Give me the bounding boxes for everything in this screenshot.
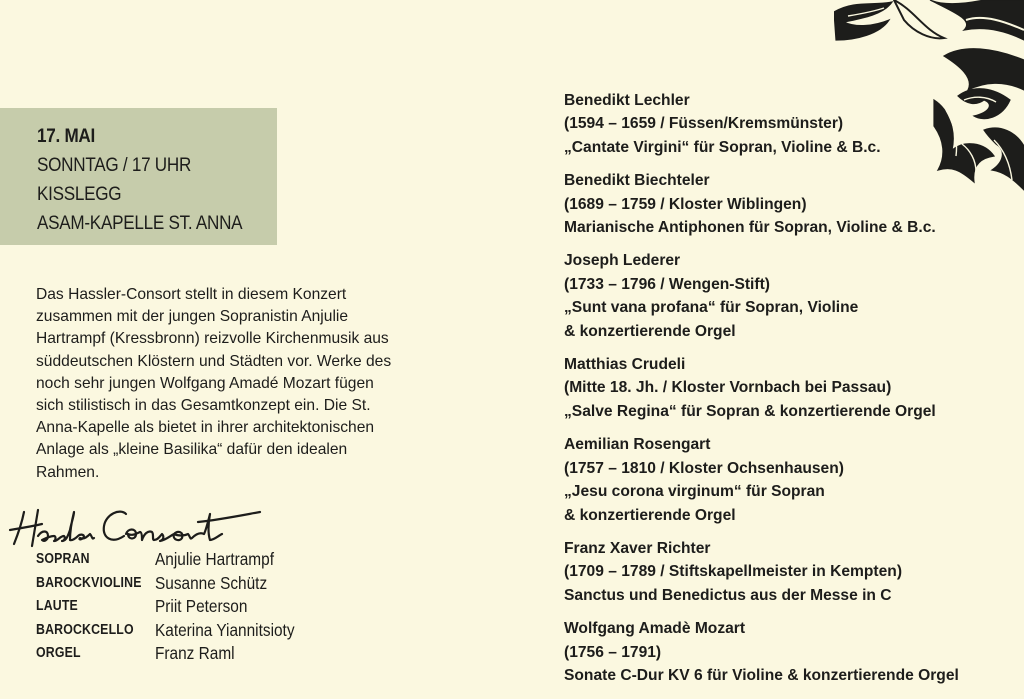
cast-role: LAUTE bbox=[36, 598, 78, 614]
composer-dates: (1709 – 1789 / Stiftskapellmeister in Kempten) bbox=[564, 563, 903, 581]
intro-line: noch sehr jungen Wolfgang Amadé Mozart fügen bbox=[36, 374, 374, 392]
work-title: „Sunt vana profana“ für Sopran, Violine bbox=[564, 299, 859, 317]
cast-name: Franz Raml bbox=[155, 643, 235, 663]
work-title: „Jesu corona virginum“ für Sopran bbox=[564, 483, 825, 501]
event-date: 17. MAI bbox=[37, 126, 95, 147]
composer-name: Matthias Crudeli bbox=[564, 356, 686, 374]
work-title-continued: & konzertierende Orgel bbox=[564, 506, 736, 524]
composer-dates: (1756 – 1791) bbox=[564, 643, 662, 661]
intro-line: zusammen mit der jungen Sopranistin Anjulie bbox=[36, 308, 349, 326]
event-day-time: SONNTAG / 17 UHR bbox=[37, 155, 192, 176]
cast-role: BAROCKVIOLINE bbox=[36, 574, 142, 591]
composer-dates: (1594 – 1659 / Füssen/Kremsmünster) bbox=[564, 115, 844, 133]
event-info-box bbox=[0, 108, 277, 245]
cast-name: Katerina Yiannitsioty bbox=[155, 619, 295, 640]
cast-role: ORGEL bbox=[36, 645, 81, 661]
work-title: Sonate C-Dur KV 6 für Violine & konzertierende Orgel bbox=[564, 666, 959, 684]
cast-name: Priit Peterson bbox=[155, 596, 248, 616]
intro-line: Anna-Kapelle als bietet in ihrer architektonischen bbox=[36, 419, 375, 437]
program-item bbox=[564, 89, 1004, 159]
composer-name: Joseph Lederer bbox=[564, 252, 681, 270]
intro-paragraph bbox=[36, 284, 436, 484]
cast-role: BAROCKCELLO bbox=[36, 621, 134, 638]
work-title: Marianische Antiphonen für Sopran, Violine & B.c. bbox=[564, 219, 936, 237]
program-item bbox=[564, 433, 1004, 527]
work-title: „Cantate Virgini“ für Sopran, Violine & B.c. bbox=[564, 138, 881, 156]
composer-dates: (1689 – 1759 / Kloster Wiblingen) bbox=[564, 195, 807, 213]
intro-line: süddeutschen Klöstern und Städten vor. Werke des bbox=[36, 352, 392, 370]
composer-name: Benedikt Biechteler bbox=[564, 172, 710, 190]
cast-name: Susanne Schütz bbox=[155, 572, 268, 593]
composer-dates: (1733 – 1796 / Wengen-Stift) bbox=[564, 275, 770, 293]
event-town: KISSLEGG bbox=[37, 184, 122, 205]
intro-line: Hartrampf (Kressbronn) reizvolle Kirchenmusik aus bbox=[36, 330, 389, 348]
work-title: Sanctus und Benedictus aus der Messe in C bbox=[564, 586, 892, 604]
program-item bbox=[564, 249, 1004, 343]
event-venue: ASAM-KAPELLE ST. ANNA bbox=[37, 213, 243, 234]
intro-line: Anlage als „kleine Basilika“ dafür den idealen bbox=[36, 441, 348, 459]
work-title: „Salve Regina“ für Sopran & konzertierende Orgel bbox=[564, 402, 936, 420]
hassler-consort-logo bbox=[8, 500, 264, 552]
cast-name: Anjulie Hartrampf bbox=[155, 549, 274, 569]
composer-name: Benedikt Lechler bbox=[564, 92, 690, 109]
intro-line: Rahmen. bbox=[36, 463, 100, 481]
work-title-continued: & konzertierende Orgel bbox=[564, 322, 736, 340]
program-item bbox=[564, 169, 1004, 239]
program-list bbox=[564, 89, 1004, 697]
program-item bbox=[564, 537, 1004, 607]
composer-dates: (Mitte 18. Jh. / Kloster Vornbach bei Passau) bbox=[564, 379, 892, 397]
composer-dates: (1757 – 1810 / Kloster Ochsenhausen) bbox=[564, 459, 844, 477]
cast-role: SOPRAN bbox=[36, 551, 90, 567]
composer-name: Franz Xaver Richter bbox=[564, 539, 711, 557]
composer-name: Wolfgang Amadè Mozart bbox=[564, 620, 746, 638]
composer-name: Aemilian Rosengart bbox=[564, 436, 711, 454]
intro-line: sich stilistisch in das Gesamtkonzept ein. Die St. bbox=[36, 397, 371, 415]
intro-line: Das Hassler-Consort stellt in diesem Konzert bbox=[36, 286, 347, 303]
program-item bbox=[564, 353, 1004, 423]
program-item bbox=[564, 617, 1004, 687]
